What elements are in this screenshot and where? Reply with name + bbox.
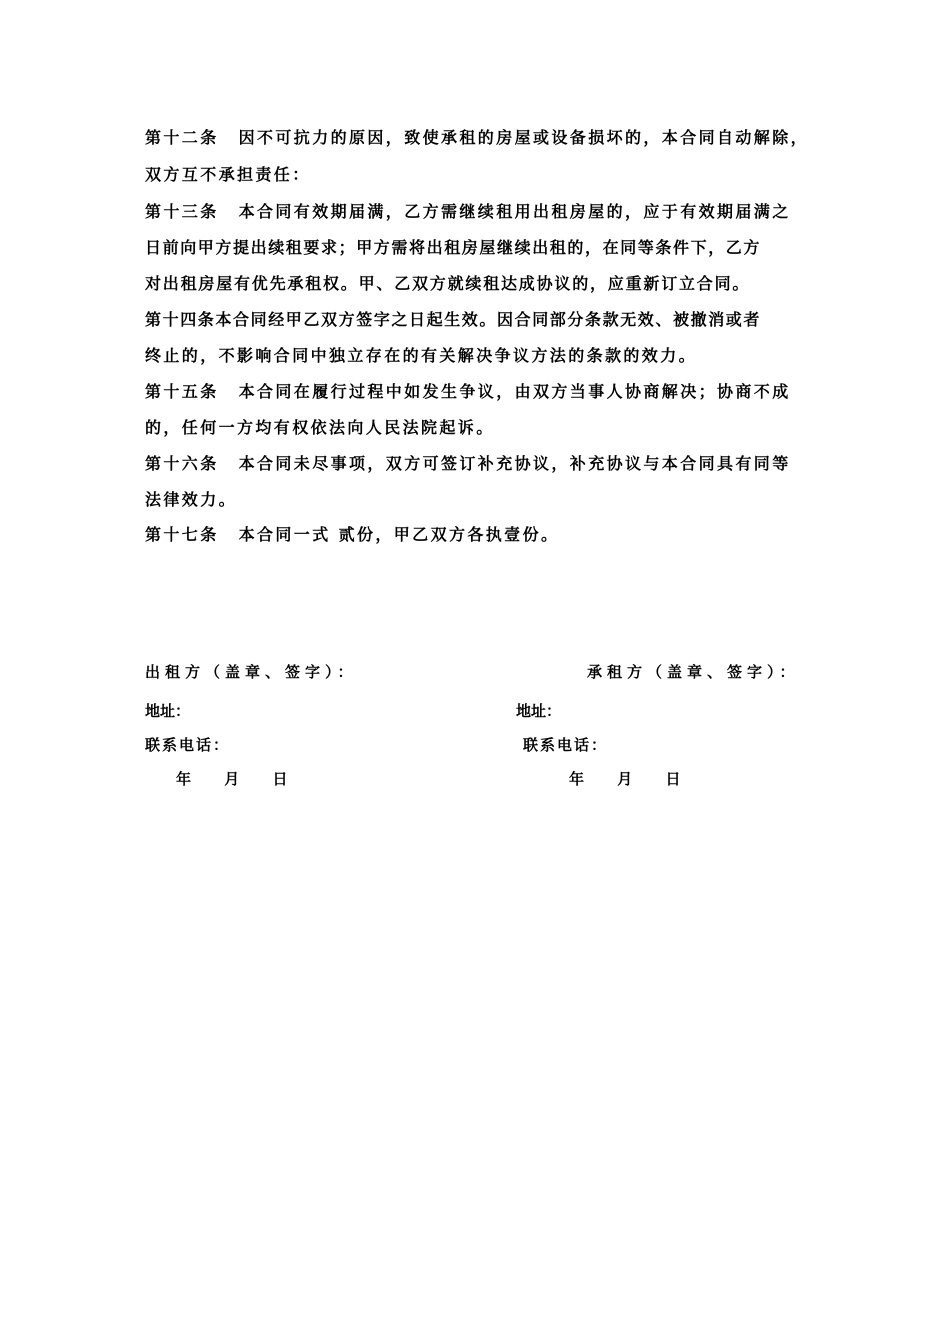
lessor-phone-label: 联系电话： (145, 736, 231, 754)
article-15-line-2 (145, 418, 495, 438)
article-13-line-2 (145, 238, 761, 258)
article-text: 本合同在履行过程中如发生争议，由双方当事人协商解决；协商不成 (238, 382, 791, 401)
lessee-phone-label: 联系电话： (523, 736, 609, 754)
article-text: 本合同一式 贰份，甲乙双方各执壹份。 (238, 525, 560, 544)
year-label: 年 (176, 770, 192, 788)
lessor-signature-label: 出租方（盖章、签字）： (145, 663, 358, 681)
article-number: 第十三条 (145, 202, 219, 221)
article-text: 日前向甲方提出续租要求；甲方需将出租房屋继续出租的，在同等条件下，乙方 (145, 238, 762, 257)
article-16-line-2 (145, 490, 237, 510)
article-text: 法律效力。 (145, 490, 238, 509)
day-label: 日 (272, 770, 288, 788)
article-12-line-2 (145, 165, 311, 185)
article-14-line-1 (145, 310, 761, 330)
article-text: 本合同未尽事项，双方可签订补充协议，补充协议与本合同具有同等 (238, 454, 791, 473)
lessee-address-label: 地址： (516, 702, 562, 720)
article-text: 本合同有效期届满，乙方需继续租用出租房屋的，应于有效期届满之 (238, 202, 791, 221)
article-text: 的，任何一方均有权依法向人民法院起诉。 (145, 418, 495, 437)
day-label: 日 (665, 770, 681, 788)
article-17-line-1 (145, 525, 559, 545)
article-text: 对出租房屋有优先承租权。甲、乙双方就续租达成协议的，应重新订立合同。 (145, 274, 751, 293)
lessor-date (176, 769, 288, 789)
month-label: 月 (617, 770, 633, 788)
year-label: 年 (569, 770, 585, 788)
article-text: 双方互不承担责任： (145, 165, 311, 184)
article-16-line-1 (145, 454, 791, 474)
lessor-address-label: 地址： (145, 702, 191, 720)
article-number: 第十四条 (145, 310, 216, 329)
article-number: 第十七条 (145, 525, 219, 544)
article-13-line-1 (145, 202, 791, 222)
article-12-line-1 (145, 128, 809, 148)
lessee-date (569, 769, 681, 789)
article-13-line-3 (145, 274, 750, 294)
article-text: 终止的，不影响合同中独立存在的有关解决争议方法的条款的效力。 (145, 346, 698, 365)
article-text: 因不可抗力的原因，致使承租的房屋或设备损坏的，本合同自动解除， (238, 128, 810, 147)
article-14-line-2 (145, 346, 697, 366)
month-label: 月 (224, 770, 240, 788)
article-15-line-1 (145, 382, 791, 402)
article-number: 第十二条 (145, 128, 219, 147)
lessee-signature-label: 承租方（盖章、签字）： (587, 663, 800, 681)
article-text: 本合同经甲乙双方签字之日起生效。因合同部分条款无效、被撤消或者 (215, 310, 762, 329)
article-number: 第十五条 (145, 382, 219, 401)
article-number: 第十六条 (145, 454, 219, 473)
